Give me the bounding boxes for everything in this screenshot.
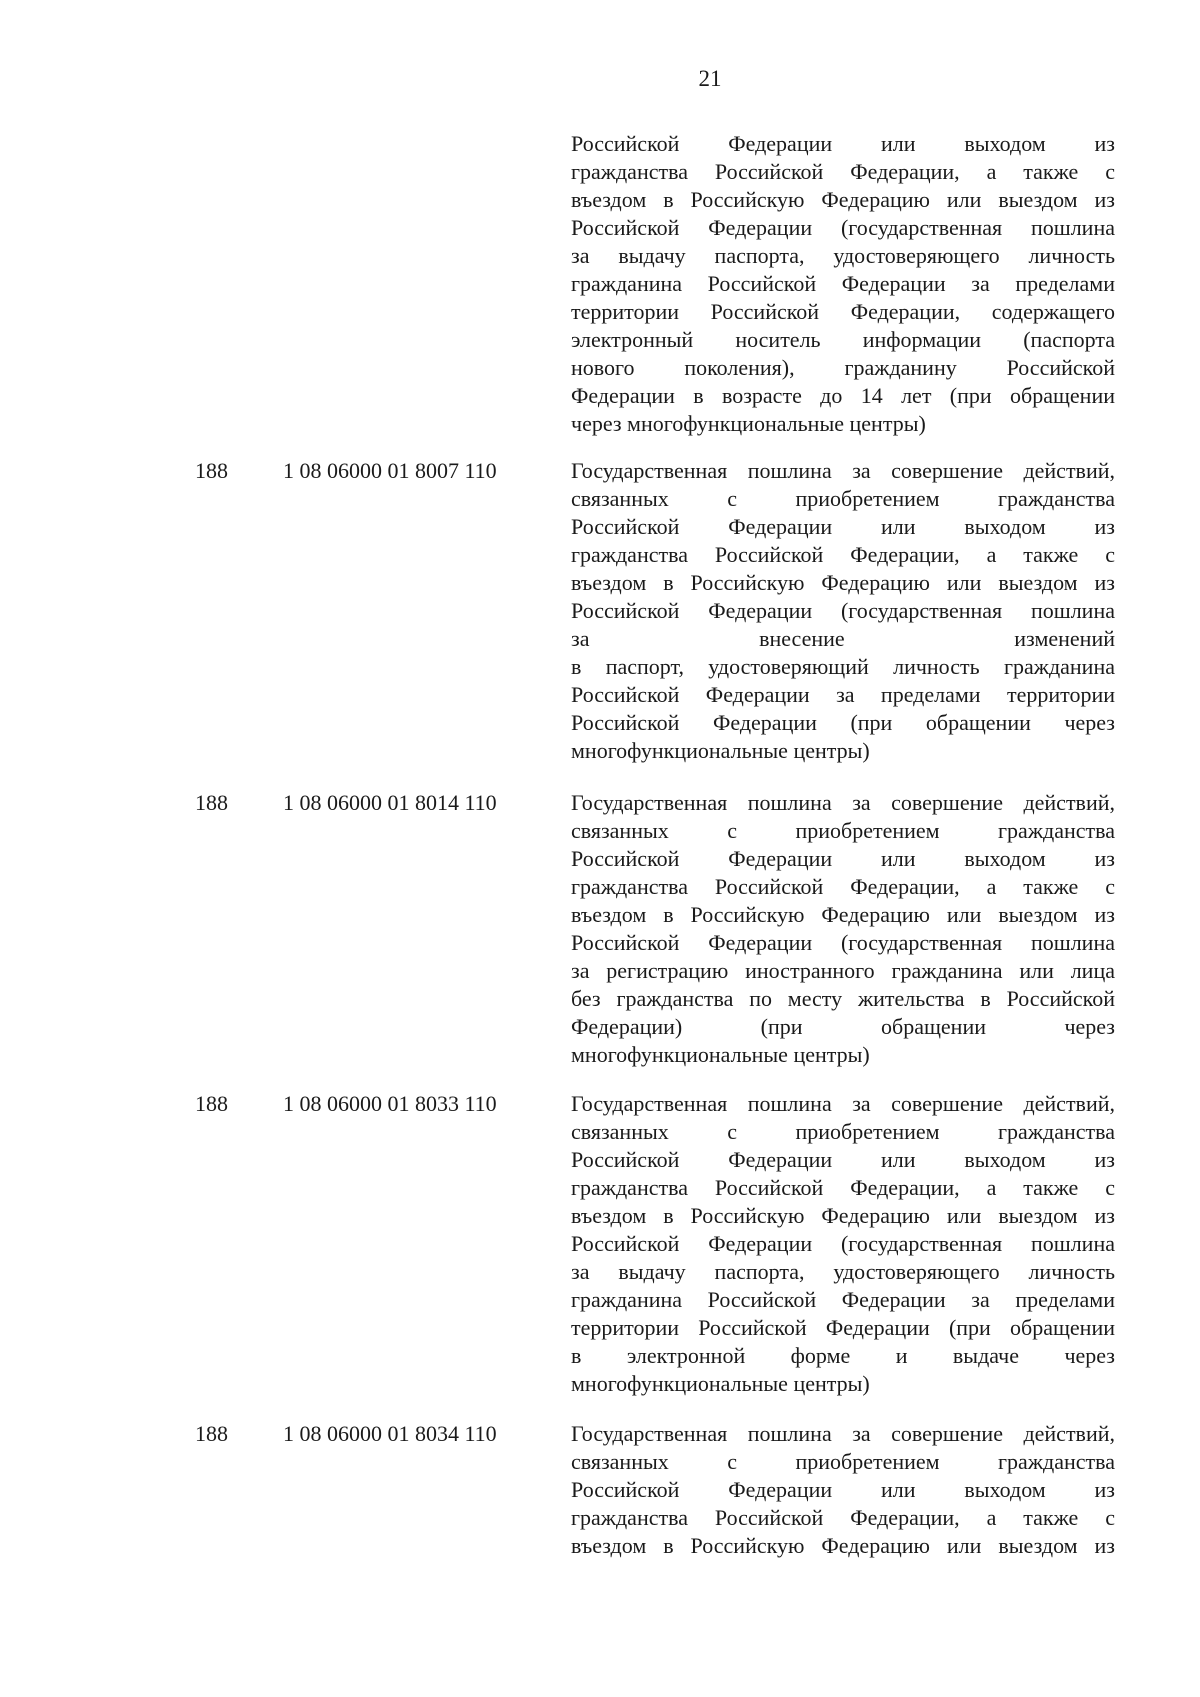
description-line: Федерации) (при обращении через (571, 1014, 1115, 1039)
description-line: въездом в Российскую Федерацию или выездом из (571, 1203, 1115, 1228)
admin-code: 188 (195, 1091, 228, 1116)
row-description (571, 789, 1115, 1069)
admin-code: 188 (195, 458, 228, 483)
description-line: Российской Федерации (государственная пошлина (571, 930, 1115, 955)
description-line: связанных с приобретением гражданства (571, 1449, 1115, 1474)
description-line: многофункциональные центры) (571, 1042, 870, 1067)
description-line: связанных с приобретением гражданства (571, 1119, 1115, 1144)
description-line: связанных с приобретением гражданства (571, 818, 1115, 843)
description-line: гражданства Российской Федерации, а также с (571, 874, 1115, 899)
description-line: гражданина Российской Федерации за пределами (571, 1287, 1115, 1312)
continuation-description (571, 130, 1115, 438)
description-line: Государственная пошлина за совершение действий, (571, 790, 1115, 815)
description-line: Государственная пошлина за совершение действий, (571, 1091, 1115, 1116)
admin-code: 188 (195, 1421, 228, 1446)
description-line: Российской Федерации (государственная пошлина (571, 598, 1115, 623)
description-line: Российской Федерации или выходом из (571, 131, 1115, 156)
budget-classification-code: 1 08 06000 01 8007 110 (283, 458, 497, 483)
budget-classification-code: 1 08 06000 01 8033 110 (283, 1091, 497, 1116)
description-line: в паспорт, удостоверяющий личность гражданина (571, 654, 1115, 679)
row-description (571, 457, 1115, 765)
description-line: въездом в Российскую Федерацию или выездом из (571, 187, 1115, 212)
description-line: Российской Федерации (при обращении через (571, 710, 1115, 735)
admin-code: 188 (195, 790, 228, 815)
description-line: нового поколения), гражданину Российской (571, 355, 1115, 380)
description-line: электронный носитель информации (паспорта (571, 327, 1115, 352)
description-line: в электронной форме и выдаче через (571, 1343, 1115, 1368)
description-line: территории Российской Федерации, содержащего (571, 299, 1115, 324)
description-line: въездом в Российскую Федерацию или выездом из (571, 570, 1115, 595)
description-line: Российской Федерации или выходом из (571, 1147, 1115, 1172)
description-line: Государственная пошлина за совершение действий, (571, 458, 1115, 483)
description-line: за регистрацию иностранного гражданина или лица (571, 958, 1115, 983)
budget-classification-code: 1 08 06000 01 8034 110 (283, 1421, 497, 1446)
row-description (571, 1420, 1115, 1560)
description-line: за внесение изменений (571, 626, 1115, 651)
description-line: Федерации в возрасте до 14 лет (при обращении (571, 383, 1115, 408)
description-line: через многофункциональные центры) (571, 411, 926, 436)
description-line: въездом в Российскую Федерацию или выездом из (571, 1533, 1115, 1558)
description-line: Российской Федерации (государственная пошлина (571, 1231, 1115, 1256)
description-line: многофункциональные центры) (571, 738, 870, 763)
page-number: 21 (698, 66, 722, 91)
row-description (571, 1090, 1115, 1398)
description-line: Государственная пошлина за совершение действий, (571, 1421, 1115, 1446)
description-line: гражданства Российской Федерации, а также с (571, 542, 1115, 567)
description-line: гражданства Российской Федерации, а также с (571, 1505, 1115, 1530)
description-line: территории Российской Федерации (при обращении (571, 1315, 1115, 1340)
description-line: Российской Федерации или выходом из (571, 846, 1115, 871)
description-line: Российской Федерации (государственная пошлина (571, 215, 1115, 240)
budget-classification-code: 1 08 06000 01 8014 110 (283, 790, 497, 815)
description-line: Российской Федерации или выходом из (571, 1477, 1115, 1502)
description-line: за выдачу паспорта, удостоверяющего личность (571, 243, 1115, 268)
description-line: Российской Федерации за пределами территории (571, 682, 1115, 707)
description-line: многофункциональные центры) (571, 1371, 870, 1396)
description-line: гражданина Российской Федерации за пределами (571, 271, 1115, 296)
description-line: за выдачу паспорта, удостоверяющего личность (571, 1259, 1115, 1284)
description-line: въездом в Российскую Федерацию или выездом из (571, 902, 1115, 927)
description-line: Российской Федерации или выходом из (571, 514, 1115, 539)
description-line: гражданства Российской Федерации, а также с (571, 1175, 1115, 1200)
description-line: без гражданства по месту жительства в Российской (571, 986, 1115, 1011)
description-line: гражданства Российской Федерации, а также с (571, 159, 1115, 184)
description-line: связанных с приобретением гражданства (571, 486, 1115, 511)
